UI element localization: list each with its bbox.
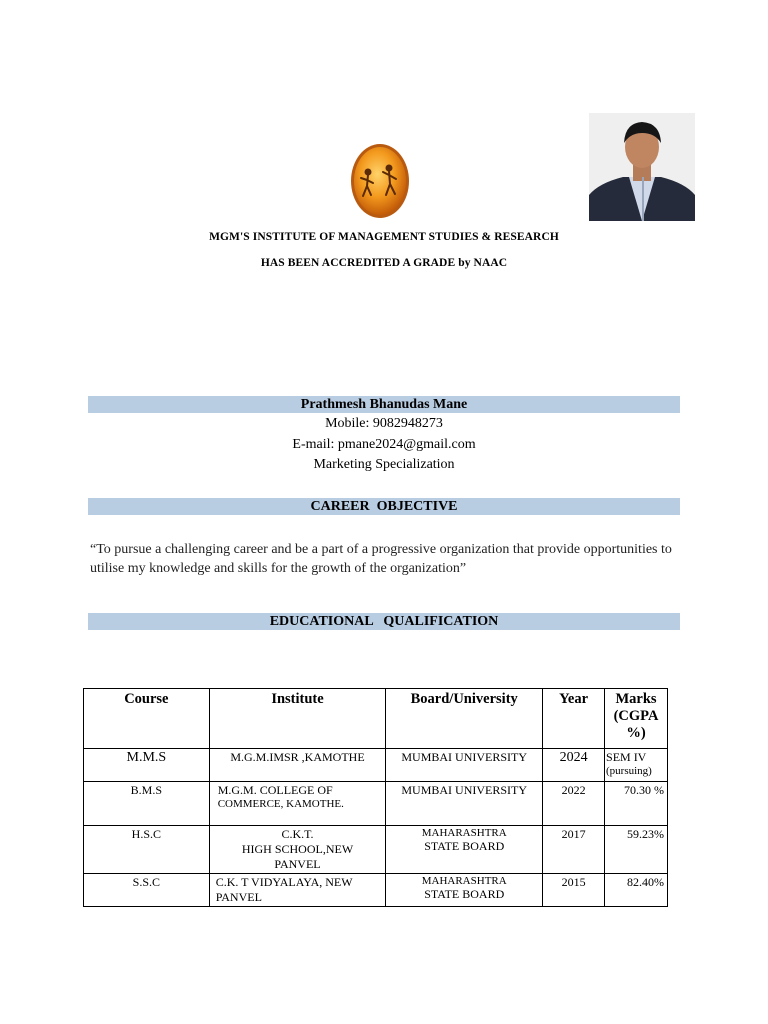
- cell-marks: [605, 749, 668, 782]
- institute-line: PANVEL: [215, 890, 262, 904]
- header-institute: Institute: [209, 689, 386, 749]
- header-course: Course: [84, 689, 210, 749]
- board-line: MAHARASHTRA: [421, 827, 507, 839]
- cell-board: [386, 874, 543, 907]
- institute-line: HIGH SCHOOL,NEW: [241, 842, 354, 856]
- institute-name: MGM'S INSTITUTE OF MANAGEMENT STUDIES & RESEARCH: [209, 231, 559, 243]
- cell-course: H.S.C: [84, 826, 210, 874]
- table-row: [84, 874, 668, 907]
- cell-course: M.M.S: [84, 749, 210, 782]
- cell-board: MUMBAI UNIVERSITY: [386, 749, 543, 782]
- cell-course: S.S.C: [84, 874, 210, 907]
- accreditation-line: HAS BEEN ACCREDITED A GRADE by NAAC: [260, 257, 508, 269]
- cell-institute: [209, 874, 386, 907]
- candidate-name: Prathmesh Bhanudas Mane: [88, 396, 680, 413]
- email-address: E-mail: pmane2024@gmail.com: [292, 437, 476, 452]
- institute-line: C.K.T.: [281, 827, 314, 841]
- cell-marks: 59.23%: [605, 826, 668, 874]
- cell-board: [386, 826, 543, 874]
- cell-year: 2017: [543, 826, 605, 874]
- institute-logo: [349, 142, 411, 220]
- cell-course: B.M.S: [84, 782, 210, 826]
- institute-line: COMMERCE, KAMOTHE.: [217, 798, 344, 810]
- profile-photo: [589, 113, 695, 221]
- objective-text: “To pursue a challenging career and be a part of a progressive organization that provide opportunities to utilise my knowledge and skills for the growth of the organization”: [90, 542, 672, 576]
- mobile-number: Mobile: 9082948273: [325, 416, 443, 431]
- institute-line: C.K. T VIDYALAYA, NEW: [215, 875, 353, 889]
- header-year: Year: [543, 689, 605, 749]
- career-objective-heading: CAREER OBJECTIVE: [88, 498, 680, 515]
- table-row: [84, 826, 668, 874]
- board-line: STATE BOARD: [424, 839, 505, 853]
- education-heading: EDUCATIONAL QUALIFICATION: [88, 613, 680, 630]
- cell-marks: 70.30 %: [605, 782, 668, 826]
- board-line: STATE BOARD: [424, 887, 505, 901]
- institute-line: M.G.M. COLLEGE OF: [217, 783, 333, 797]
- table-row: [84, 782, 668, 826]
- marks-note: (pursuing): [606, 765, 652, 777]
- cell-board: MUMBAI UNIVERSITY: [386, 782, 543, 826]
- institute-line: PANVEL: [274, 857, 321, 871]
- cell-marks: 82.40%: [605, 874, 668, 907]
- specialization: Marketing Specialization: [313, 457, 455, 472]
- header-marks: Marks (CGPA %): [605, 689, 668, 749]
- cell-institute: M.G.M.IMSR ,KAMOTHE: [209, 749, 386, 782]
- board-line: MAHARASHTRA: [421, 875, 507, 887]
- cell-year: 2024: [543, 749, 605, 782]
- marks-value: SEM IV: [606, 750, 647, 764]
- cell-year: 2022: [543, 782, 605, 826]
- cell-year: 2015: [543, 874, 605, 907]
- cell-institute: [209, 782, 386, 826]
- table-row: [84, 749, 668, 782]
- table-header-row: [84, 689, 668, 749]
- education-table: [83, 688, 668, 907]
- header-board: Board/University: [386, 689, 543, 749]
- cell-institute: [209, 826, 386, 874]
